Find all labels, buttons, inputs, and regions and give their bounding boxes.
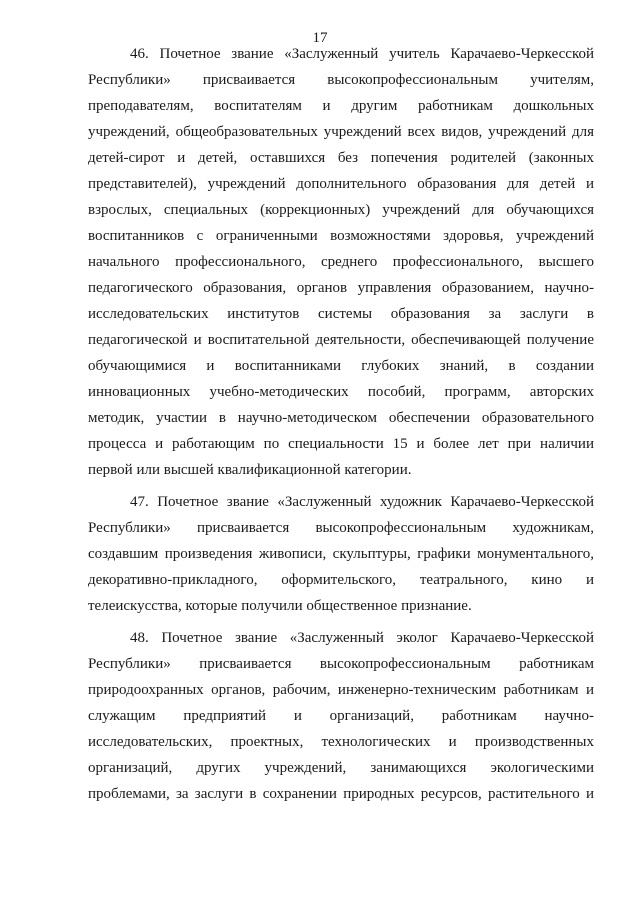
paragraph-46-line: обучающимися и воспитанниками глубоких знаний, в создании [88, 358, 594, 374]
paragraph-46-line: методик, участии в научно-методическом обеспечении образовательного [88, 410, 594, 426]
paragraph-46-line: исследовательских институтов системы образования за заслуги в [88, 306, 594, 322]
paragraph-48-line: 48. Почетное звание «Заслуженный эколог Карачаево-Черкесской [130, 630, 594, 646]
paragraph-48-line: служащим предприятий и организаций, работникам научно- [88, 708, 594, 724]
page-number: 17 [312, 30, 328, 46]
paragraph-46-line: начального профессионального, среднего профессионального, высшего [88, 254, 594, 270]
paragraph-46-line: 46. Почетное звание «Заслуженный учитель Карачаево-Черкесской [130, 46, 594, 62]
paragraph-46-line: инновационных учебно-методических пособий, программ, авторских [88, 384, 594, 400]
paragraph-46-line: преподавателям, воспитателям и другим работникам дошкольных [88, 98, 594, 114]
paragraph-46-line: детей-сирот и детей, оставшихся без попечения родителей (законных [88, 150, 594, 166]
paragraph-47-line: создавшим произведения живописи, скульптуры, графики монументального, [88, 546, 594, 562]
paragraph-47-line: телеискусства, которые получили общественное признание. [88, 598, 472, 614]
paragraph-47-line: декоративно-прикладного, оформительского, театрального, кино и [88, 572, 594, 588]
paragraph-48-line: природоохранных органов, рабочим, инженерно-техническим работникам и [88, 682, 594, 698]
paragraph-48-line: проблемами, за заслуги в сохранении природных ресурсов, растительного и [88, 786, 594, 802]
paragraph-47-line: 47. Почетное звание «Заслуженный художник Карачаево-Черкесской [130, 494, 594, 510]
paragraph-46-line: Республики» присваивается высокопрофессиональным учителям, [88, 72, 594, 88]
paragraph-48-line: исследовательских, проектных, технологических и производственных [88, 734, 594, 750]
paragraph-46-line: представителей), учреждений дополнительного образования для детей и [88, 176, 594, 192]
paragraph-46-line: учреждений, общеобразовательных учреждений всех видов, учреждений для [88, 124, 594, 140]
paragraph-46-line: процесса и работающим по специальности 15 и более лет при наличии [88, 436, 594, 452]
paragraph-47-line: Республики» присваивается высокопрофессиональным художникам, [88, 520, 594, 536]
paragraph-48-line: организаций, других учреждений, занимающихся экологическими [88, 760, 594, 776]
paragraph-46-line: первой или высшей квалификационной категории. [88, 462, 412, 478]
paragraph-46-line: педагогической и воспитательной деятельности, обеспечивающей получение [88, 332, 594, 348]
paragraph-46-line: педагогического образования, органов управления образованием, научно- [88, 280, 594, 296]
paragraph-46-line: воспитанников с ограниченными возможностями здоровья, учреждений [88, 228, 594, 244]
paragraph-46-line: взрослых, специальных (коррекционных) учреждений для обучающихся [88, 202, 594, 218]
paragraph-48-line: Республики» присваивается высокопрофессиональным работникам [88, 656, 594, 672]
